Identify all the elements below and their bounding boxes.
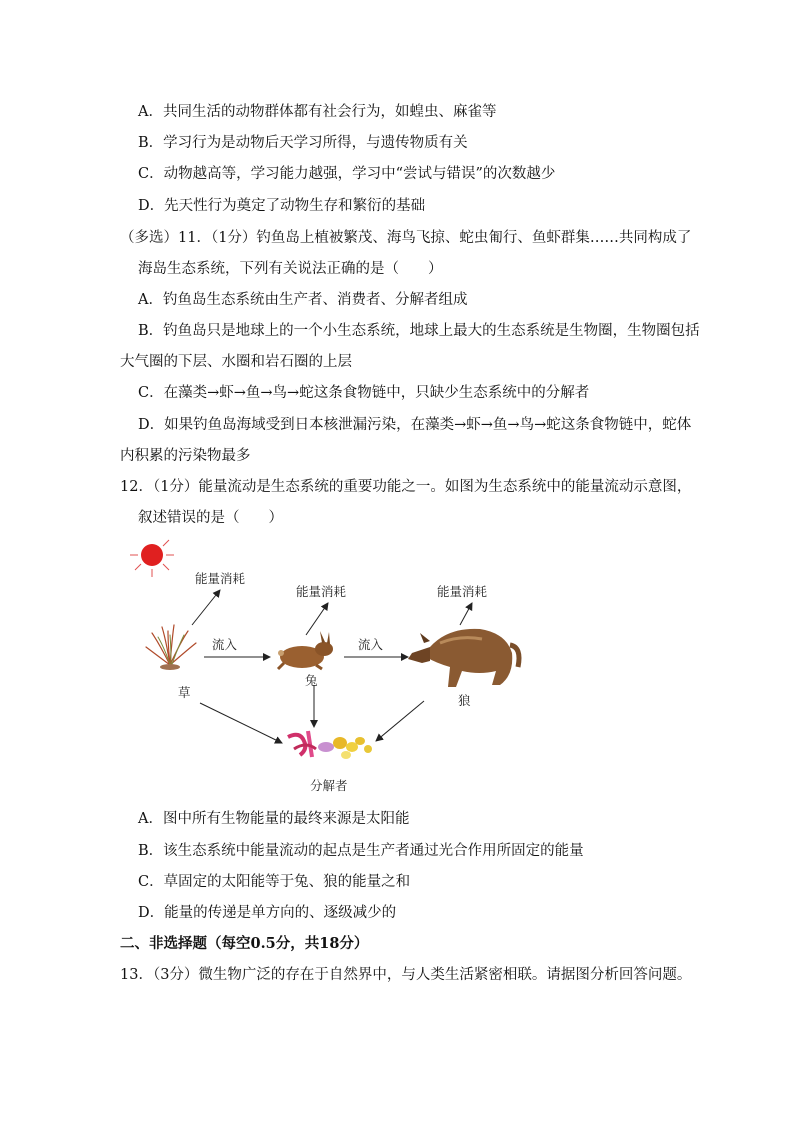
q12-option-b: B．该生态系统中能量流动的起点是生产者通过光合作用所固定的能量: [138, 843, 584, 859]
wolf-icon: [408, 629, 519, 687]
q10-option-c: C．动物越高等，学习能力越强，学习中“尝试与错误”的次数越少: [138, 166, 556, 182]
q10-option-b: B．学习行为是动物后天学习所得，与遗传物质有关: [138, 135, 468, 151]
decomposer-label: 分解者: [310, 778, 348, 793]
q12-option-a: A．图中所有生物能量的最终来源是太阳能: [138, 811, 410, 827]
section-heading: 二、非选择题（每空0.5分，共18分）: [120, 935, 369, 952]
q11-stem-line2: 海岛生态系统，下列有关说法正确的是（ ）: [138, 261, 443, 277]
q11-option-c: C．在藻类→虾→鱼→鸟→蛇这条食物链中，只缺少生态系统中的分解者: [138, 385, 590, 401]
q12-stem-line2: 叙述错误的是（ ）: [138, 510, 283, 526]
flow-in-label-2: 流入: [358, 637, 384, 652]
q11-option-a: A．钓鱼岛生态系统由生产者、消费者、分解者组成: [138, 292, 468, 308]
q13-stem: 13．（3分）微生物广泛的存在于自然界中，与人类生活紧密相联。请据图分析回答问题。: [120, 967, 692, 983]
q11-option-d-line1: D．如果钓鱼岛海域受到日本核泄漏污染，在藻类→虾→鱼→鸟→蛇这条食物链中，蛇体: [138, 417, 692, 433]
sun-icon: [130, 540, 174, 577]
rabbit-icon: [278, 631, 333, 669]
q11-option-d-line2: 内积累的污染物最多: [120, 448, 251, 464]
energy-consumption-label-wolf: 能量消耗: [437, 584, 488, 599]
energy-consumption-label-grass: 能量消耗: [195, 571, 246, 586]
q11-option-b-line1: B．钓鱼岛只是地球上的一个小生态系统，地球上最大的生态系统是生物圈，生物圈包括: [138, 323, 700, 339]
q11-option-b-line2: 大气圈的下层、水圈和岩石圈的上层: [120, 354, 352, 370]
wolf-label: 狼: [458, 693, 471, 708]
energy-consumption-label-rabbit: 能量消耗: [296, 584, 347, 599]
rabbit-label: 兔: [305, 673, 318, 688]
q12-option-d: D．能量的传递是单方向的、逐级减少的: [138, 905, 397, 921]
q12-stem-line1: 12．（1分）能量流动是生态系统的重要功能之一。如图为生态系统中的能量流动示意图，: [120, 479, 692, 495]
decomposer-icon: [288, 731, 372, 759]
q12-option-c: C．草固定的太阳能等于兔、狼的能量之和: [138, 874, 411, 890]
energy-flow-diagram: [130, 535, 530, 800]
grass-label: 草: [178, 685, 191, 700]
q10-option-d: D．先天性行为奠定了动物生存和繁衍的基础: [138, 198, 426, 214]
flow-in-label-1: 流入: [212, 637, 238, 652]
q11-stem-line1: （多选）11．（1分）钓鱼岛上植被繁茂、海鸟飞掠、蛇虫匍行、鱼虾群集……共同构成了: [120, 230, 692, 246]
grass-icon: [146, 625, 196, 670]
q10-option-a: A．共同生活的动物群体都有社会行为，如蝗虫、麻雀等: [138, 104, 497, 120]
